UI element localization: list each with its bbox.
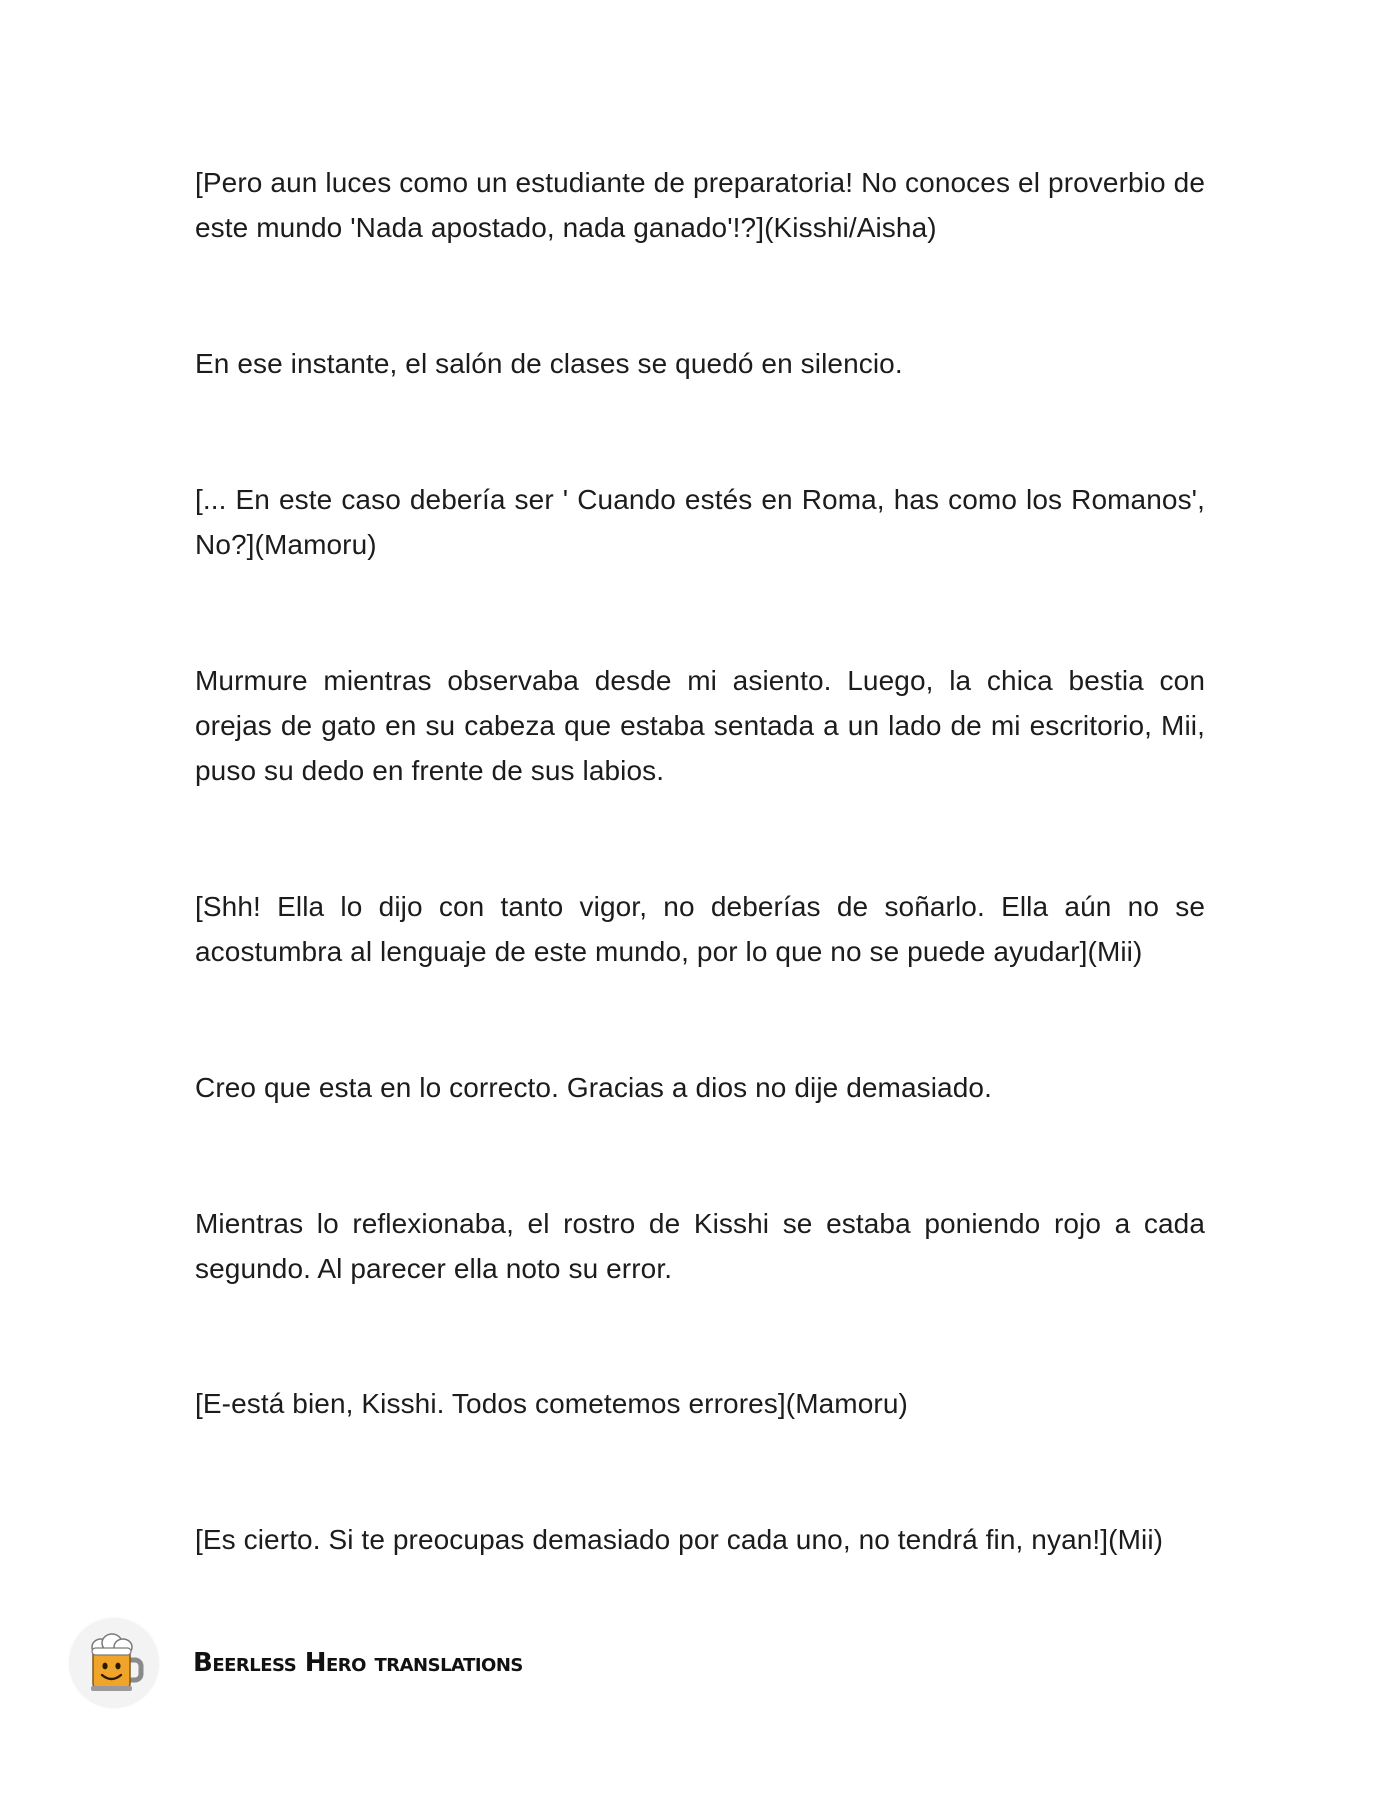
brand-name: Beerless Hero translations: [193, 1648, 523, 1678]
paragraph-8: [E-está bien, Kisshi. Todos cometemos errores](Mamoru): [195, 1388, 908, 1419]
paragraph-1: [Pero aun luces como un estudiante de preparatoria! No conoces el proverbio de este mundo 'Nada apostado, nada ganado'!?](Kisshi/Aisha): [195, 167, 1205, 243]
paragraph-4: Murmure mientras observaba desde mi asiento. Luego, la chica bestia con orejas de gato en su cabeza que estaba sentada a un lado de mi escritorio, Mii, puso su dedo en frente de sus labios.: [195, 665, 1205, 786]
paragraph-6: Creo que esta en lo correcto. Gracias a dios no dije demasiado.: [195, 1072, 992, 1103]
paragraph-2: En ese instante, el salón de clases se quedó en silencio.: [195, 348, 903, 379]
paragraph-7: Mientras lo reflexionaba, el rostro de Kisshi se estaba poniendo rojo a cada segundo. Al parecer ella noto su error.: [195, 1208, 1205, 1284]
beer-mug-smiley-icon: [70, 1619, 158, 1707]
paragraph-9: [Es cierto. Si te preocupas demasiado por cada uno, no tendrá fin, nyan!](Mii): [195, 1524, 1164, 1555]
footer: [70, 1618, 523, 1708]
paragraph-5: [Shh! Ella lo dijo con tanto vigor, no deberías de soñarlo. Ella aún no se acostumbra al lenguaje de este mundo, por lo que no se puede ayudar](Mii): [195, 891, 1205, 967]
paragraph-3: [... En este caso debería ser ' Cuando estés en Roma, has como los Romanos', No?](Mamoru): [195, 484, 1205, 560]
